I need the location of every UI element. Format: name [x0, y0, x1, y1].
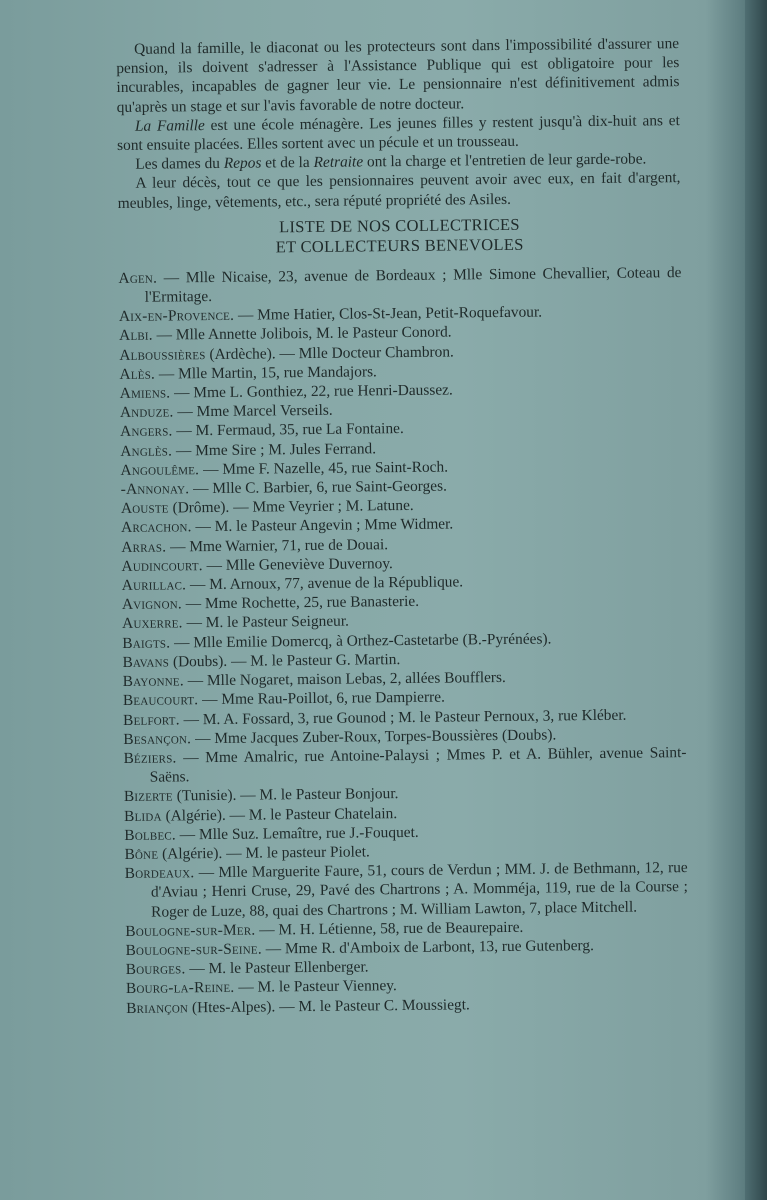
list-item-text: — Mme Rau-Poillot, 6, rue Dampierre.: [198, 688, 445, 709]
list-item-city: Boulogne-sur-Seine.: [125, 940, 262, 959]
list-item-text: — Mme L. Gonthiez, 22, rue Henri-Daussez.: [170, 381, 453, 402]
list-item-text: — M. A. Fossard, 3, rue Gounod ; M. le Pasteur Pernoux, 3, rue Kléber.: [179, 706, 627, 728]
paragraph-deces: A leur décès, tout ce que les pensionnaires peuvent avoir avec eux, en fait d'argent, meubles, linge, vêtements, etc., sera réputé propriété des Asiles.: [117, 169, 681, 212]
paragraph-assistance: Quand la famille, le diaconat ou les protecteurs sont dans l'impossibilité d'assurer une pension, ils doivent s'adresser à l'Assistance Publique qui est obligatoire pour les incurables, incapables de gagner leur vie. Le pensionnaire n'est définitivement admis qu'après un stage et sur l'avis favorable de notre docteur.: [116, 35, 680, 116]
list-item-city: Aouste: [120, 499, 169, 518]
list-item-text: — M. le Pasteur Ellenberger.: [185, 958, 369, 978]
list-item-city: Bavans: [122, 653, 170, 671]
list-item-city: Avignon.: [121, 595, 182, 614]
list-item-city: Bizerte: [123, 787, 173, 806]
list-item-text: — M. le Pasteur Seigneur.: [182, 613, 350, 632]
list-item: [123, 743, 686, 787]
list-item-city: Angers.: [120, 422, 173, 441]
repos-text-e: ont la charge et l'entretien de leur garde-robe.: [363, 150, 647, 171]
list-item-city: Bolbec.: [124, 826, 176, 844]
list-item-city: Aurillac.: [121, 576, 187, 595]
list-item-text: — Mlle C. Barbier, 6, rue Saint-Georges.: [189, 477, 448, 498]
list-item-text: (Doubs). — M. le Pasteur G. Martin.: [168, 650, 401, 671]
list-item-city: Bourg-la-Reine.: [125, 979, 235, 998]
list-item-text: — Mlle Geneviève Duvernoy.: [202, 555, 393, 574]
list-item-city: Besançon.: [123, 729, 192, 748]
list-item-text: — Mme Sire ; M. Jules Ferrand.: [172, 439, 377, 460]
list-item-text: (Tunisie). — M. le Pasteur Bonjour.: [172, 785, 399, 805]
famille-text: est une école ménagère. Les jeunes filles y restent jusqu'à dix-huit ans et sont ensuite placées. Elles sortent avec un pécule et un trousseau.: [117, 111, 680, 155]
list-item-text: — M. H. Létienne, 58, rue de Beaurepaire.: [255, 918, 524, 939]
list-item-city: Agen.: [118, 269, 158, 287]
list-item-city: Alboussières: [119, 345, 206, 364]
list-item-city: Bayonne.: [122, 672, 184, 691]
list-item-text: — M. Fermaud, 35, rue La Fontaine.: [172, 420, 404, 440]
list-item-city: Audincourt.: [121, 556, 203, 575]
list-item-text: — Mme Amalric, rue Antoine-Palaysi ; Mmes P. et A. Bühler, avenue Saint-Saëns.: [149, 743, 687, 786]
list-item-text: — Mlle Annette Jolibois, M. le Pasteur Conord.: [152, 323, 452, 345]
list-item-city: Albi.: [119, 327, 153, 345]
list-item-city: Anglès.: [120, 442, 173, 460]
repos-text-a: Les dames du: [135, 155, 224, 174]
list-item-text: (Algérie). — M. le Pasteur Chatelain.: [161, 804, 398, 825]
list-item-text: — Mlle Marguerite Faure, 51, cours de Verdun ; MM. J. de Bethmann, 12, rue d'Aviau ; Henri Cruse, 29, Pavé des Chartrons ; A. Momméja, 119, rue de la Course ; Roger de Luze, 88, quai des Chartrons ; M. William Lawton, 7, place Mitchell.: [150, 859, 688, 921]
list-title: [118, 213, 681, 259]
list-item-city: Baigts.: [122, 634, 171, 652]
repos-italic: Repos: [223, 154, 262, 173]
list-item-text: — Mlle Emilie Domercq, à Orthez-Castetarbe (B.-Pyrénées).: [170, 630, 552, 652]
list-item-city: Arcachon.: [121, 518, 192, 537]
list-item-text: (Drôme). — Mme Veyrier ; M. Latune.: [168, 497, 414, 517]
list-item-city: -Annonay.: [120, 480, 190, 499]
list-item-city: Briançon: [126, 998, 189, 1017]
list-item-city: Béziers.: [123, 749, 177, 767]
list-item-text: — Mme Warnier, 71, rue de Douai.: [166, 535, 389, 556]
list-item-text: — Mme Hatier, Clos-St-Jean, Petit-Roquefavour.: [233, 303, 543, 325]
list-item-text: — Mlle Nicaise, 23, avenue de Bordeaux ; Mlle Simone Chevallier, Coteau de l'Ermitage.: [144, 263, 682, 306]
list-item-text: — Mme Jacques Zuber-Roux, Torpes-Boussières (Doubs).: [191, 726, 557, 747]
list-item-city: Belfort.: [123, 710, 180, 729]
list-item-city: Blida: [124, 807, 162, 825]
list-item-city: Anduze.: [119, 403, 174, 422]
list-item-text: — M. le Pasteur Vienney.: [234, 977, 397, 997]
list-item-city: Bône: [124, 845, 159, 863]
list-item-city: Angoulême.: [120, 461, 200, 479]
list-item-city: Arras.: [121, 538, 167, 556]
list-item-city: Alès.: [119, 365, 156, 383]
list-item-text: — Mlle Nogaret, maison Lebas, 2, allées Boufflers.: [183, 669, 506, 690]
list-title-line-2: ET COLLECTEURS BENEVOLES: [275, 234, 524, 257]
book-spine-edge: [745, 0, 767, 1200]
list-item-city: Boulogne-sur-Mer.: [125, 921, 256, 940]
list-item-text: — Mlle Suz. Lemaître, rue J.-Fouquet.: [175, 823, 419, 844]
retraite-italic: Retraite: [313, 153, 364, 172]
list-item: [125, 858, 689, 922]
list-item-city: Bordeaux.: [124, 864, 195, 883]
list-item-text: (Htes-Alpes). — M. le Pasteur C. Moussiegt.: [188, 995, 470, 1016]
list-item-text: — Mme R. d'Amboix de Larbont, 13, rue Gutenberg.: [261, 936, 594, 958]
list-item-city: Beaucourt.: [122, 691, 199, 710]
list-item-city: Aix-en-Provence.: [118, 307, 235, 326]
list-item-city: Auxerre.: [122, 614, 183, 633]
paragraph-famille: [117, 111, 680, 155]
list-item-text: (Algérie). — M. le pasteur Piolet.: [158, 843, 370, 863]
list-title-line-1: LISTE DE NOS COLLECTRICES: [278, 214, 520, 237]
list-item-text: — Mme Marcel Verseils.: [173, 402, 333, 421]
collectors-list: [118, 263, 689, 1018]
repos-text-c: et de la: [261, 154, 314, 172]
list-item-text: — M. le Pasteur Angevin ; Mme Widmer.: [191, 515, 454, 536]
famille-italic: La Famille: [134, 116, 205, 135]
list-item-text: (Ardèche). — Mlle Docteur Chambron.: [205, 343, 454, 363]
list-item-city: Amiens.: [119, 384, 171, 403]
list-item: [118, 263, 681, 307]
list-item-city: Bourges.: [125, 960, 186, 979]
list-item-text: — Mme F. Nazelle, 45, rue Saint-Roch.: [199, 458, 449, 479]
list-item-text: — M. Arnoux, 77, avenue de la République.: [186, 573, 464, 594]
list-item-text: — Mme Rochette, 25, rue Banasterie.: [181, 593, 420, 613]
list-item-text: — Mlle Martin, 15, rue Mandajors.: [154, 363, 377, 383]
document-body: [116, 34, 689, 1018]
